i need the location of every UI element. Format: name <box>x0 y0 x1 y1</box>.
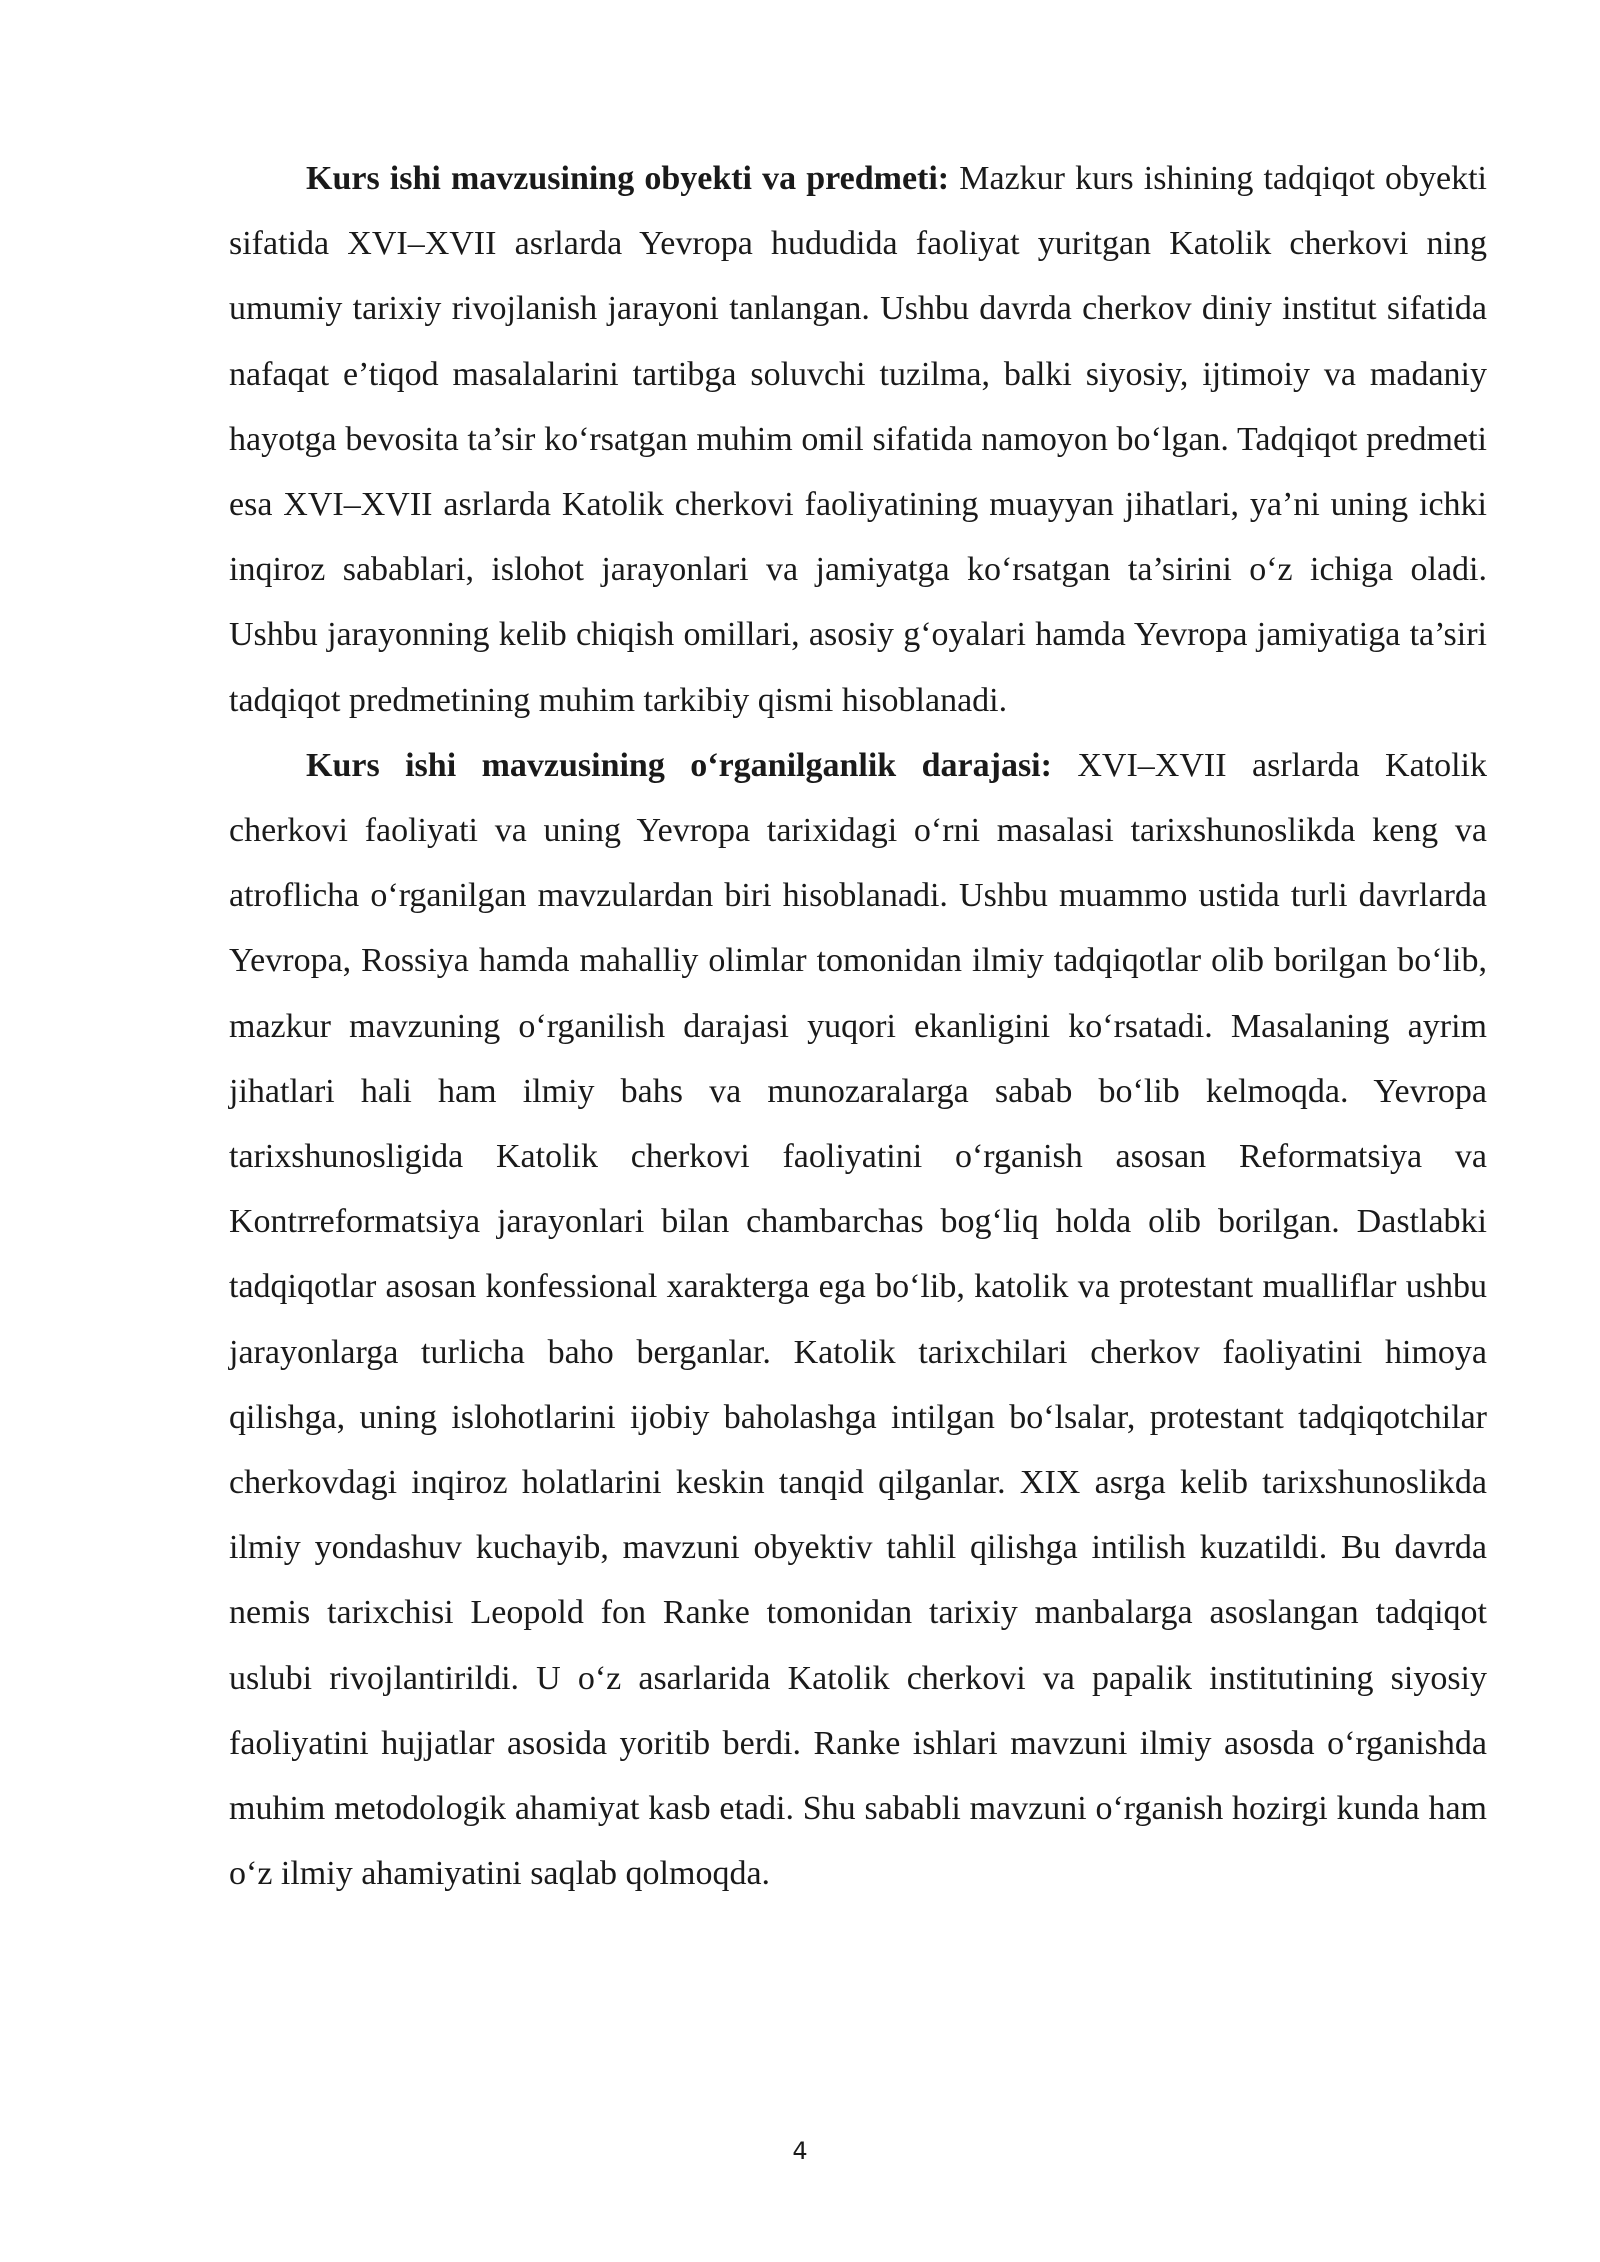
body-text <box>229 146 1487 1906</box>
paragraph-level-of-study <box>229 733 1487 1907</box>
paragraph-heading: Kurs ishi mavzusining o‘rganilganlik darajasi: <box>306 746 1052 784</box>
paragraph-heading: Kurs ishi mavzusining obyekti va predmeti: <box>306 160 950 197</box>
paragraph-object-and-subject <box>229 146 1487 733</box>
page-number: 4 <box>792 2137 808 2165</box>
paragraph-body: Mazkur kurs ishining tadqiqot obyekti sifatida XVI–XVII asrlarda Yevropa hududida faoliyat yuritgan Katolik cherkovi ning umumiy tarixiy rivojlanish jarayoni tanlangan. Ushbu davrda cherkov diniy institut sifatida nafaqat e’tiqod masalalarini tartibga soluvchi tuzilma, balki siyosiy, ijtimoiy va madaniy hayotga bevosita ta’sir ko‘rsatgan muhim omil sifatida namoyon bo‘lgan. Tadqiqot predmeti esa XVI–XVII asrlarda Katolik cherkovi faoliyatining muayyan jihatlari, ya’ni uning ichki inqiroz sabablari, islohot jarayonlari va jamiyatga ko‘rsatgan ta’sirini o‘z ichiga oladi. Ushbu jarayonning kelib chiqish omillari, asosiy g‘oyalari hamda Yevropa jamiyatiga ta’siri tadqiqot predmetining muhim tarkibiy qismi hisoblanadi. <box>229 160 1487 719</box>
paragraph-body: XVI–XVII asrlarda Katolik cherkovi faoliyati va uning Yevropa tarixidagi o‘rni masalasi tarixshunoslikda keng va atroflicha o‘rganilgan mavzulardan biri hisoblanadi. Ushbu muammo ustida turli davrlarda Yevropa, Rossiya hamda mahalliy olimlar tomonidan ilmiy tadqiqotlar olib borilgan bo‘lib, mazkur mavzuning o‘rganilish darajasi yuqori ekanligini ko‘rsatadi. Masalaning ayrim jihatlari hali ham ilmiy bahs va munozaralarga sabab bo‘lib kelmoqda. Yevropa tarixshunosligida Katolik cherkovi faoliyatini o‘rganish asosan Reformatsiya va Kontrreformatsiya jarayonlari bilan chambarchas bog‘liq holda olib borilgan. Dastlabki tadqiqotlar asosan konfessional xarakterga ega bo‘lib, katolik va protestant mualliflar ushbu jarayonlarga turlicha baho berganlar. Katolik tarixchilari cherkov faoliyatini himoya qilishga, uning islohotlarini ijobiy baholashga intilgan bo‘lsalar, protestant tadqiqotchilar cherkovdagi inqiroz holatlarini keskin tanqid qilganlar. XIX asrga kelib tarixshunoslikda ilmiy yondashuv kuchayib, mavzuni obyektiv tahlil qilishga intilish kuzatildi. Bu davrda nemis tarixchisi Leopold fon Ranke tomonidan tarixiy manbalarga asoslangan tadqiqot uslubi rivojlantirildi. U o‘z asarlarida Katolik cherkovi va papalik institutining siyosiy faoliyatini hujjatlar asosida yoritib berdi. Ranke ishlari mavzuni ilmiy asosda o‘rganishda muhim metodologik ahamiyat kasb etadi. Shu sababli mavzuni o‘rganish hozirgi kunda ham o‘z ilmiy ahamiyatini saqlab qolmoqda. <box>229 746 1487 1893</box>
